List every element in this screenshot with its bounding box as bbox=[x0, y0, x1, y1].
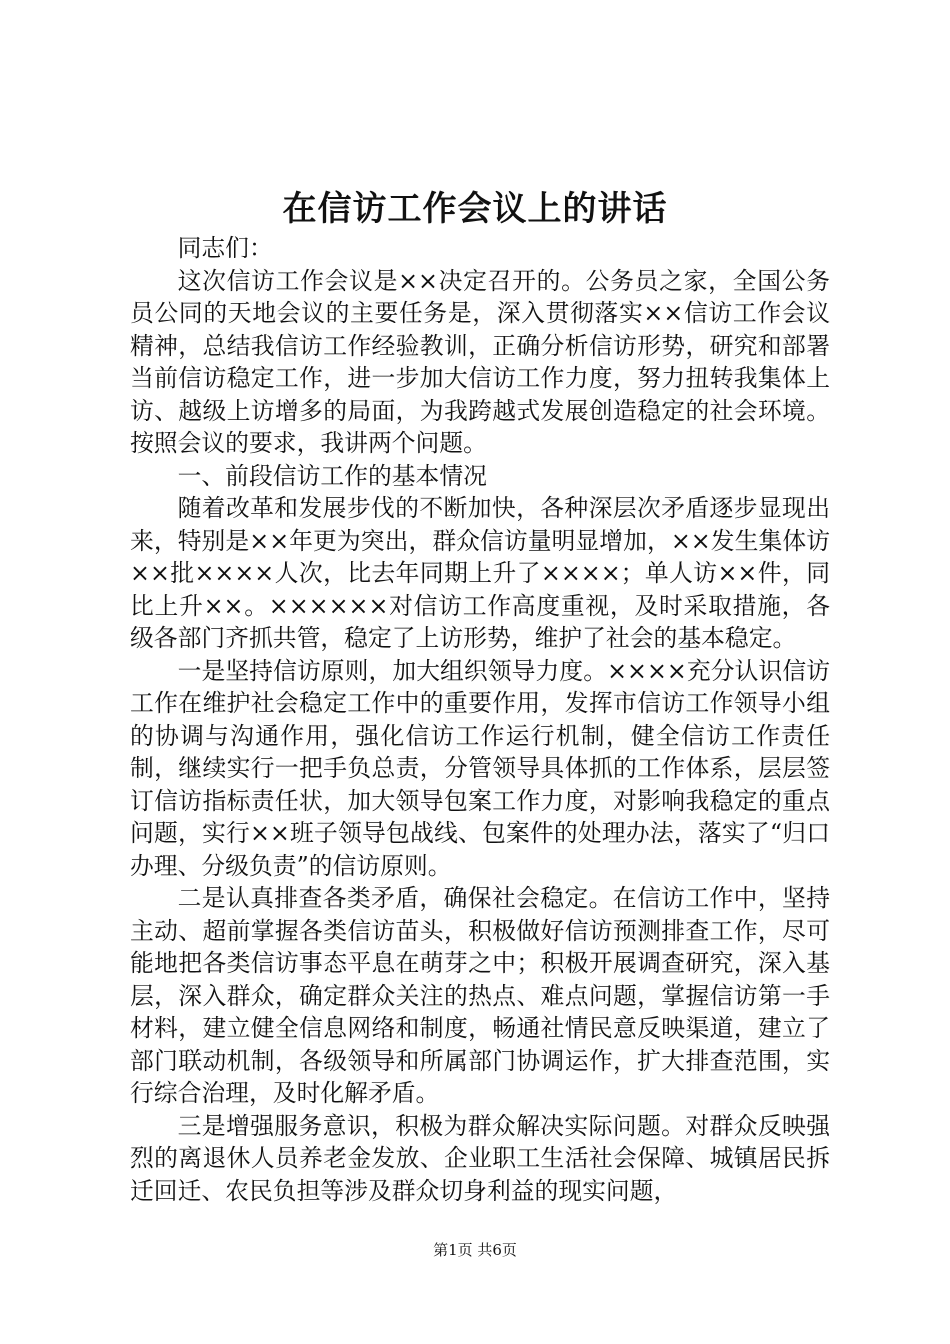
document-title: 在信访工作会议上的讲话 bbox=[282, 189, 668, 229]
section-heading: 一、前段信访工作的基本情况 bbox=[177, 461, 487, 490]
body-paragraph: 三是增强服务意识，积极为群众解决实际问题。对群众反映强烈的离退休人员养老金发放、企业职工生活社会保障、城镇居民拆迁回迁、农民负担等涉及群众切身利益的现实问题， bbox=[130, 1111, 830, 1205]
body-paragraph: 随着改革和发展步伐的不断加快，各种深层次矛盾逐步显现出来，特别是××年更为突出，群众信访量明显增加，××发生集体访××批××××人次，比去年同期上升了××××；单人访××件，同比上升××。××××××对信访工作高度重视，及时采取措施，各级各部门齐抓共管，稳定了上访形势，维护了社会的基本稳定。 bbox=[130, 494, 830, 652]
body-paragraph: 二是认真排查各类矛盾，确保社会稳定。在信访工作中，坚持主动、超前掌握各类信访苗头，积极做好信访预测排查工作，尽可能地把各类信访事态平息在萌芽之中；积极开展调查研究，深入基层，深入群众，确定群众关注的热点、难点问题，掌握信访第一手材料，建立健全信息网络和制度，畅通社情民意反映渠道，建立了部门联动机制，各级领导和所属部门协调运作，扩大排查范围，实行综合治理，及时化解矛盾。 bbox=[130, 884, 830, 1107]
body-paragraph: 这次信访工作会议是××决定召开的。公务员之家，全国公务员公同的天地会议的主要任务是，深入贯彻落实××信访工作会议精神，总结我信访工作经验教训，正确分析信访形势，研究和部署当前信访稳定工作，进一步加大信访工作力度，努力扭转我集体上访、越级上访增多的局面，为我跨越式发展创造稳定的社会环境。按照会议的要求，我讲两个问题。 bbox=[130, 266, 830, 457]
document-body bbox=[130, 232, 830, 1207]
body-paragraph: 一是坚持信访原则，加大组织领导力度。××××充分认识信访工作在维护社会稳定工作中的重要作用，发挥市信访工作领导小组的协调与沟通作用，强化信访工作运行机制，健全信访工作责任制，继续实行一把手负总责，分管领导具体抓的工作体系，层层签订信访指标责任状，加大领导包案工作力度，对影响我稳定的重点问题，实行××班子领导包战线、包案件的处理办法，落实了“归口办理、分级负责”的信访原则。 bbox=[130, 656, 830, 880]
salutation-paragraph: 同志们： bbox=[177, 234, 273, 262]
page-footer: 第1页 共6页 bbox=[433, 1241, 517, 1259]
